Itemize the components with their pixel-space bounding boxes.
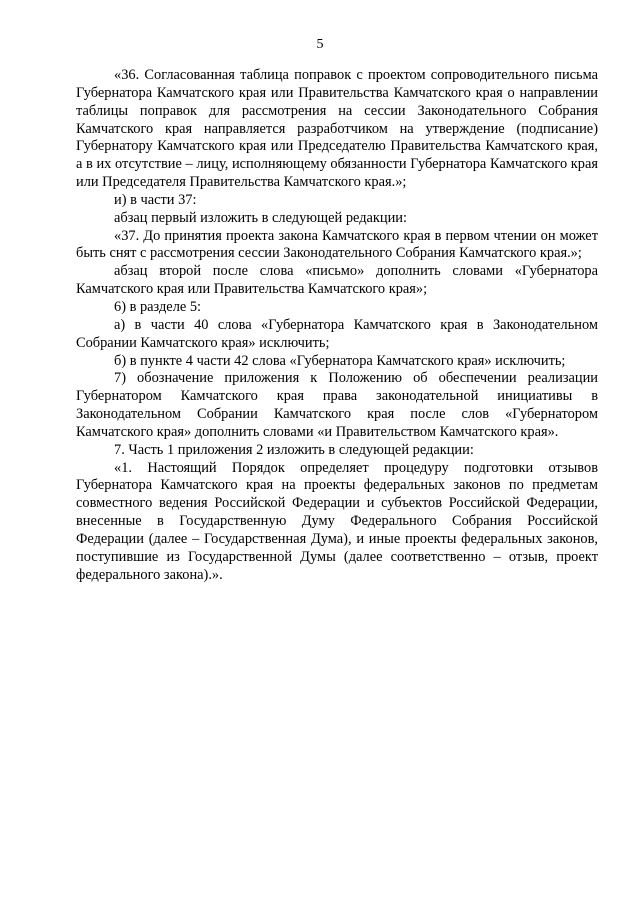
paragraph: абзац второй после слова «письмо» дополнить словами «Губернатора Камчатского края или Правительства Камчатского края»; — [76, 263, 598, 298]
paragraph: абзац первый изложить в следующей редакции: — [114, 209, 408, 226]
paragraph: б) в пункте 4 части 42 слова «Губернатора Камчатского края» исключить; — [114, 352, 566, 369]
paragraph: «37. До принятия проекта закона Камчатского края в первом чтении он может быть снят с рассмотрения сессии Законодательного Собрания Камчатского края.»; — [76, 227, 598, 262]
paragraph: и) в части 37: — [114, 191, 197, 208]
paragraph: «36. Согласованная таблица поправок с проектом сопроводительного письма Губернатора Камчатского края или Правительства Камчатского края о направлении таблицы поправок для рассмотрения на сессии Законодательного Собрания Камчатского края направляется разработчиком на утверждение (подписание) Губернатору Камчатского края или Председателю Правительства Камчатского края, а в их отсутствие – лицу, исполняющему обязанности Губернатора Камчатского края или Председателя Правительства Камчатского края.»; — [76, 67, 598, 191]
paragraph: 7. Часть 1 приложения 2 изложить в следующей редакции: — [114, 441, 474, 458]
paragraph: «1. Настоящий Порядок определяет процедуру подготовки отзывов Губернатора Камчатского края на проекты федеральных законов по предметам совместного ведения Российской Федерации и субъектов Российской Федерации, внесенные в Государственную Думу Федерального Собрания Российской Федерации (далее – Государственная Дума), и иные проекты федеральных законов, поступившие из Государственной Думы (далее соответственно – отзыв, проект федерального закона).». — [76, 459, 598, 583]
paragraph: 6) в разделе 5: — [114, 298, 202, 315]
paragraph: а) в части 40 слова «Губернатора Камчатского края в Законодательном Собрании Камчатского края» исключить; — [76, 316, 598, 351]
page-number: 5 — [316, 37, 324, 52]
document-body — [76, 67, 598, 584]
paragraph: 7) обозначение приложения к Положению об обеспечении реализации Губернатором Камчатского края права законодательной инициативы в Законодательном Собрании Камчатского края после слов «Губернатором Камчатского края» дополнить словами «и Правительством Камчатского края». — [76, 370, 598, 440]
